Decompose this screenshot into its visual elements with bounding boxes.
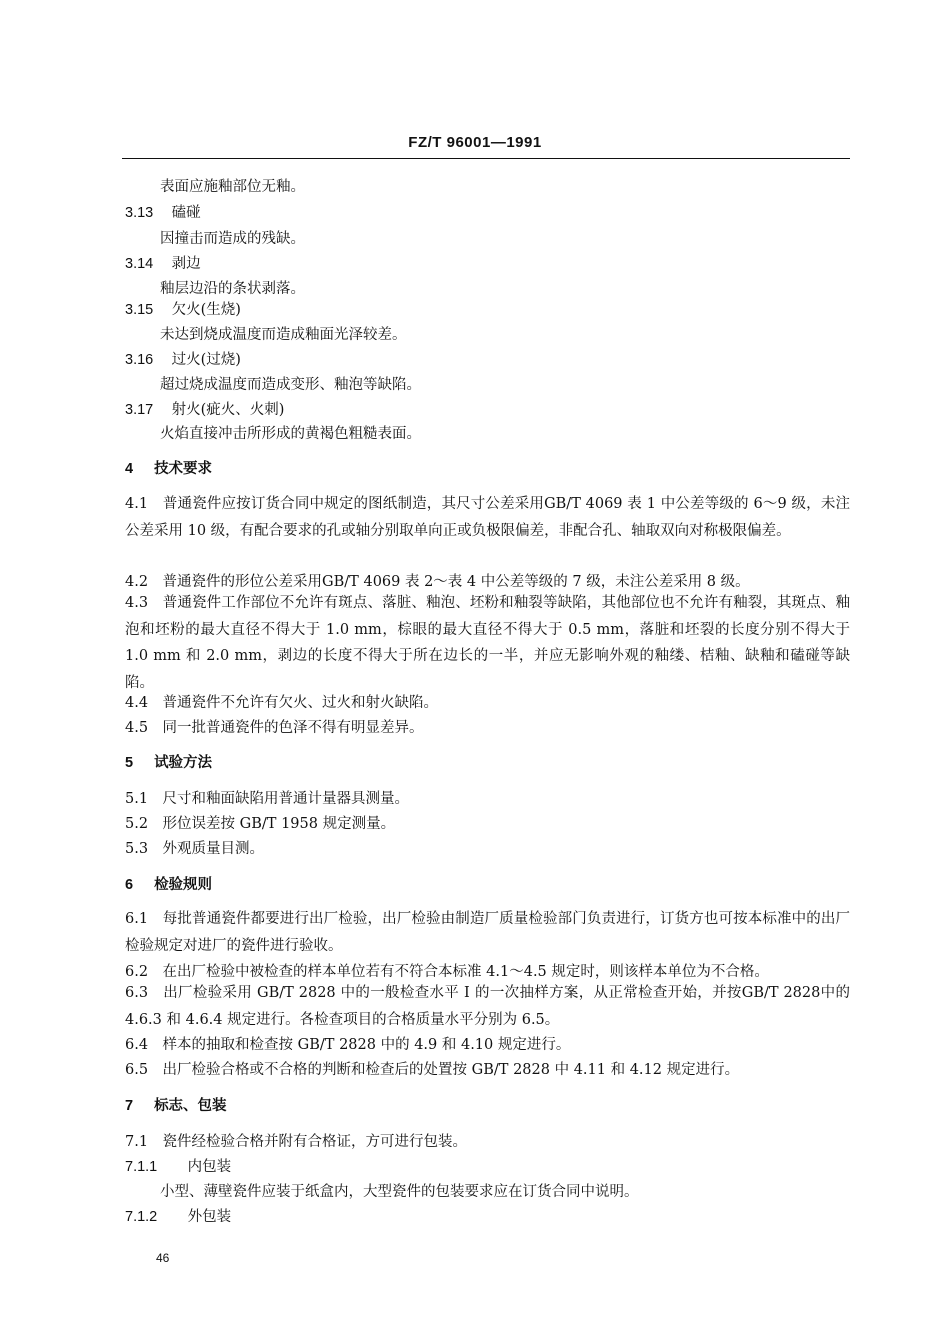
section-4-heading bbox=[125, 459, 212, 479]
clause-7-1-1 bbox=[125, 1157, 231, 1177]
header-rule bbox=[122, 158, 850, 159]
clause-4-3: 4.3 普通瓷件工作部位不允许有斑点、落脏、釉泡、坯粉和釉裂等缺陷，其他部位也不允许有釉裂，其斑点、釉泡和坯粉的最大直径不得大于 1.0 mm，棕眼的最大直径不得大于 0.5 mm，落脏和坯裂的长度分别不得大于 1.0 mm 和 2.0 mm，剥边的长度不得大于所在边长的一半，并应无影响外观的釉缕、桔釉、缺釉和磕碰等缺陷。 bbox=[125, 595, 850, 691]
clause-term: 欠火(生烧) bbox=[171, 302, 241, 318]
clause-6-1: 6.1 每批普通瓷件都要进行出厂检验，出厂检验由制造厂质量检验部门负责进行，订货方也可按本标准中的出厂检验规定对进厂的瓷件进行验收。 bbox=[125, 911, 850, 954]
section-title: 标志、包装 bbox=[154, 1097, 227, 1114]
clause-term: 内包装 bbox=[187, 1159, 232, 1175]
section-number: 4 bbox=[125, 461, 134, 477]
clause-6-4: 6.4 样本的抽取和检查按 GB/T 2828 中的 4.9 和 4.10 规定进行。 bbox=[125, 1037, 571, 1053]
clause-term: 外包装 bbox=[187, 1209, 232, 1225]
clause-number: 3.15 bbox=[125, 302, 154, 318]
clause-5-3: 5.3 外观质量目测。 bbox=[125, 841, 265, 857]
section-number: 6 bbox=[125, 877, 134, 893]
section-title: 试验方法 bbox=[154, 754, 213, 771]
clause-definition: 因撞击而造成的残缺。 bbox=[160, 231, 305, 247]
clause-3-15 bbox=[125, 300, 241, 320]
clause-5-1: 5.1 尺寸和釉面缺陷用普通计量器具测量。 bbox=[125, 791, 410, 807]
clause-3-14 bbox=[125, 254, 201, 274]
clause-4-1: 4.1 普通瓷件应按订货合同中规定的图纸制造，其尺寸公差采用GB/T 4069 表 1 中公差等级的 6～9 级，未注公差采用 10 级，有配合要求的孔或轴分别取单向正或负极限偏差，非配合孔、轴取双向对称极限偏差。 bbox=[125, 496, 850, 539]
page-number: 46 bbox=[156, 1251, 170, 1265]
clause-4-2: 4.2 普通瓷件的形位公差采用GB/T 4069 表 2～表 4 中公差等级的 7 级，未注公差采用 8 级。 bbox=[125, 574, 750, 590]
clause-3-16 bbox=[125, 350, 241, 370]
clause-term: 磕碰 bbox=[171, 205, 201, 221]
clause-number: 3.14 bbox=[125, 256, 154, 272]
clause-number: 3.16 bbox=[125, 352, 154, 368]
clause-number: 7.1.2 bbox=[125, 1209, 158, 1225]
clause-3-13 bbox=[125, 203, 201, 223]
clause-definition: 火焰直接冲击所形成的黄褐色粗糙表面。 bbox=[160, 426, 421, 442]
clause-definition: 釉层边沿的条状剥落。 bbox=[160, 281, 305, 297]
clause-number: 3.17 bbox=[125, 402, 154, 418]
section-7-heading bbox=[125, 1096, 227, 1116]
clause-7-1: 7.1 瓷件经检验合格并附有合格证，方可进行包装。 bbox=[125, 1134, 468, 1150]
section-title: 检验规则 bbox=[154, 876, 213, 893]
section-title: 技术要求 bbox=[154, 460, 213, 477]
clause-term: 剥边 bbox=[171, 256, 201, 272]
clause-definition: 未达到烧成温度而造成釉面光泽较差。 bbox=[160, 327, 407, 343]
section-number: 5 bbox=[125, 755, 134, 771]
clause-4-4: 4.4 普通瓷件不允许有欠火、过火和射火缺陷。 bbox=[125, 695, 439, 711]
clause-5-2: 5.2 形位误差按 GB/T 1958 规定测量。 bbox=[125, 816, 396, 832]
section-6-heading bbox=[125, 875, 212, 895]
clause-definition: 小型、薄壁瓷件应装于纸盒内，大型瓷件的包装要求应在订货合同中说明。 bbox=[160, 1184, 639, 1200]
clause-number: 3.13 bbox=[125, 205, 154, 221]
clause-term: 射火(疵火、火刺) bbox=[171, 402, 285, 418]
continuation-line: 表面应施釉部位无釉。 bbox=[160, 179, 305, 195]
clause-definition: 超过烧成温度而造成变形、釉泡等缺陷。 bbox=[160, 377, 421, 393]
clause-4-5: 4.5 同一批普通瓷件的色泽不得有明显差异。 bbox=[125, 720, 424, 736]
section-5-heading bbox=[125, 753, 212, 773]
clause-3-17 bbox=[125, 400, 284, 420]
clause-number: 7.1.1 bbox=[125, 1159, 158, 1175]
clause-7-1-2 bbox=[125, 1207, 231, 1227]
clause-6-5: 6.5 出厂检验合格或不合格的判断和检查后的处置按 GB/T 2828 中 4.11 和 4.12 规定进行。 bbox=[125, 1062, 740, 1078]
section-number: 7 bbox=[125, 1098, 134, 1114]
clause-6-3: 6.3 出厂检验采用 GB/T 2828 中的一般检查水平 Ⅰ 的一次抽样方案，从正常检查开始，并按GB/T 2828中的 4.6.3 和 4.6.4 规定进行。各检查项目的合格质量水平分别为 6.5。 bbox=[125, 985, 850, 1028]
clause-6-2: 6.2 在出厂检验中被检查的样本单位若有不符合本标准 4.1～4.5 规定时，则该样本单位为不合格。 bbox=[125, 964, 769, 980]
clause-term: 过火(过烧) bbox=[171, 352, 241, 368]
standard-code-header: FZ/T 96001—1991 bbox=[408, 134, 542, 151]
